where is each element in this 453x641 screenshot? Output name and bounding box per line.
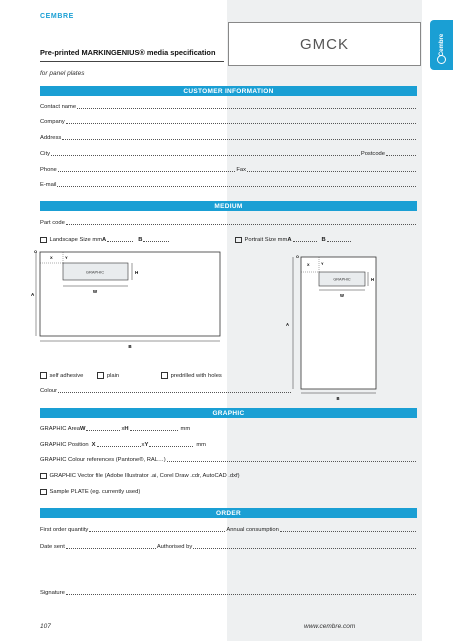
landscape-graphic-tag: GRAPHIC [85,269,105,275]
portrait-h-label: H [371,277,375,282]
sample-plate-option[interactable] [40,485,417,495]
contact-name-line[interactable] [77,102,416,109]
order-header: ORDER [40,508,417,518]
portrait-plate-diagram [278,252,386,402]
authorised-line[interactable] [193,542,416,549]
plain-option[interactable] [97,372,119,379]
signature-label: Signature [40,590,65,596]
colour-line[interactable] [58,386,291,393]
graphic-position-x: X [91,442,96,448]
part-code-label: Part code [40,220,65,226]
annual-line[interactable] [280,525,416,532]
graphic-area-label: GRAPHIC Area [40,426,80,432]
cembre-logo-icon [437,55,446,64]
predrilled-option[interactable] [161,372,222,379]
authorised-label: Authorised by [156,544,193,550]
portrait-b-dim-label: B [336,396,340,401]
landscape-a-dim-label: A [31,292,35,297]
self-adhesive-label: self adhesive [49,373,84,379]
graphic-colour-refs-label: GRAPHIC Colour references (Pantone®, RAL…) [40,457,166,463]
part-code-field[interactable] [40,216,417,226]
self-adhesive-checkbox[interactable] [40,372,47,379]
contact-name-field[interactable] [40,100,417,110]
city-label: City [40,151,50,157]
first-qty-label: First order quantity [40,527,89,533]
colour-label: Colour [40,388,58,394]
portrait-checkbox[interactable] [235,237,242,244]
tab-label: Cembre [438,33,445,57]
address-label: Address [40,135,62,141]
landscape-a-label: A [102,237,107,243]
fax-label: Fax [236,167,246,173]
landscape-x-label: X [50,255,53,260]
first-qty-line[interactable] [89,525,225,532]
postcode-line[interactable] [386,149,416,156]
signature-line[interactable] [66,588,416,595]
vector-file-label: GRAPHIC Vector file (Adobe Illustrator .ai, Corel Draw .cdr, AutoCAD .dxf) [49,473,240,479]
postcode-label: Postcode [360,151,385,157]
landscape-plate-diagram [30,246,225,352]
page-number: 107 [40,623,51,630]
graphic-area-w-line[interactable] [86,424,120,431]
annual-label: Annual consumption [226,527,279,533]
graphic-position-field[interactable] [40,438,240,448]
portrait-b-line[interactable] [327,235,351,242]
phone-line[interactable] [58,165,236,172]
landscape-w-label: W [92,289,98,294]
customer-info-header: CUSTOMER INFORMATION [40,86,417,96]
vector-file-checkbox[interactable] [40,473,47,480]
city-line[interactable] [51,149,360,156]
phone-label: Phone [40,167,57,173]
landscape-origin-label: O [34,249,38,254]
graphic-colour-refs-field[interactable] [40,453,417,463]
graphic-area-sep: x [121,426,125,432]
graphic-area-field[interactable] [40,422,240,432]
portrait-a-line[interactable] [293,235,317,242]
predrilled-label: predrilled with holes [170,373,222,379]
brand-name: CEMBRE [40,13,74,20]
portrait-size-field[interactable] [235,233,415,243]
predrilled-checkbox[interactable] [161,372,168,379]
portrait-a-dim-label: A [286,322,290,327]
graphic-vector-option[interactable] [40,469,417,479]
cembre-side-tab [430,20,453,70]
plain-label: plain [106,373,120,379]
part-code-line[interactable] [66,218,416,225]
contact-name-label: Contact name [40,104,77,110]
portrait-origin-label: O [296,255,299,259]
graphic-header: GRAPHIC [40,408,417,418]
address-line[interactable] [62,133,416,140]
graphic-position-y: Y [144,442,149,448]
landscape-h-label: H [135,270,139,275]
self-adhesive-option[interactable] [40,372,83,379]
company-label: Company [40,119,65,125]
landscape-checkbox[interactable] [40,237,47,244]
product-code: GMCK [228,22,421,66]
sample-plate-label: Sample PLATE (eg. currently used) [49,489,141,495]
company-line[interactable] [66,117,416,124]
landscape-label: Landscape Size mm [49,237,103,243]
company-field[interactable] [40,115,417,125]
portrait-y-label: Y [321,262,324,266]
portrait-w-label: W [340,293,344,298]
page-title: Pre-printed MARKINGENIUS® media specification [40,48,216,57]
date-sent-line[interactable] [66,542,156,549]
landscape-b-label: B [138,237,143,243]
medium-options [40,369,240,379]
graphic-area-w: W [79,426,86,432]
landscape-b-line[interactable] [143,235,169,242]
portrait-b-label: B [321,237,326,243]
colour-field[interactable] [40,384,292,394]
graphic-position-unit: mm [196,442,206,448]
date-authorised-field[interactable] [40,540,417,550]
landscape-a-line[interactable] [107,235,133,242]
date-sent-label: Date sent [40,544,65,550]
title-divider [40,61,224,62]
quantity-field[interactable] [40,523,417,533]
email-label: E-mail [40,182,57,188]
website-url[interactable]: www.cembre.com [304,623,356,630]
email-field[interactable] [40,178,417,188]
landscape-size-field[interactable] [40,233,220,243]
city-postcode-field[interactable] [40,147,417,157]
right-strip [422,0,453,641]
graphic-area-unit: mm [180,426,191,432]
portrait-a-label: A [287,237,292,243]
phone-fax-field[interactable] [40,163,417,173]
email-line[interactable] [57,180,416,187]
landscape-y-label: Y [65,255,68,260]
portrait-x-label: X [307,263,310,267]
graphic-position-x-line[interactable] [97,440,141,447]
fax-line[interactable] [247,165,416,172]
graphic-position-label: GRAPHIC Position [40,442,89,448]
page-subtitle: for panel plates [40,70,85,77]
address-field[interactable] [40,131,417,141]
portrait-graphic-tag: GRAPHIC [333,277,351,282]
landscape-b-dim-label: B [128,344,132,349]
graphic-area-h: H [124,426,129,432]
graphic-area-h-line[interactable] [130,424,178,431]
medium-header: MEDIUM [40,201,417,211]
sample-plate-checkbox[interactable] [40,489,47,496]
graphic-position-y-line[interactable] [149,440,193,447]
portrait-label: Portrait Size mm [244,237,288,243]
graphic-colour-refs-line[interactable] [167,455,416,462]
graphic-position-sep: x [141,442,145,448]
plain-checkbox[interactable] [97,372,104,379]
signature-field[interactable] [40,586,417,596]
